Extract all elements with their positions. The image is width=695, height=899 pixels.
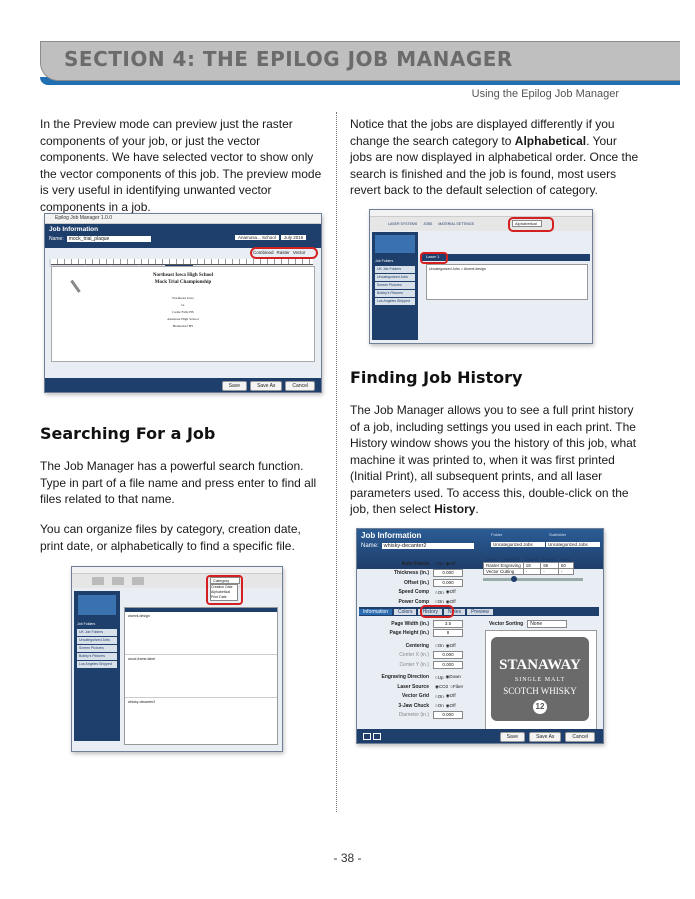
diameter-field[interactable]: 0.000 <box>433 711 463 719</box>
sidebar-item[interactable]: Bobby's Pictures <box>77 653 117 660</box>
job-entry[interactable] <box>426 264 588 300</box>
cancel-button[interactable]: Cancel <box>565 732 595 742</box>
text-run: . Your jobs are now displayed in alphabetical order. Once the search is finished and the job is found, most users revert back to the default selection of category. <box>350 133 639 197</box>
page-height-field[interactable]: 8 <box>433 629 463 637</box>
folder-icon[interactable] <box>363 733 371 740</box>
vector-sorting <box>489 620 567 628</box>
auto-focus-off-radio[interactable]: ◉Off <box>445 560 456 566</box>
search-paragraph-1: The Job Manager has a powerful search function. Type in part of a file name and press enter to find all files related to that name. <box>40 459 317 506</box>
doc-line: Cedar Falls HS <box>172 310 194 314</box>
highlight-preview-radios <box>250 247 318 259</box>
page-width-field[interactable]: 3.5 <box>433 620 463 628</box>
titlebar <box>370 210 592 217</box>
doc-line: Northeast Iowa <box>172 296 194 300</box>
history-heading: Finding Job History <box>350 368 523 387</box>
doc-heading-1: Northeast Iowa High School <box>152 273 214 278</box>
doc-heading-2: Mock Trial Championship <box>154 280 212 285</box>
offset-label: Offset (in.) <box>404 579 429 586</box>
basic-label: Basic <box>486 557 499 562</box>
job-name: alumni-design <box>128 614 150 618</box>
vector-grid-label: Vector Grid <box>402 693 429 700</box>
source-fiber-radio[interactable]: ○Fiber <box>450 684 464 690</box>
param-freq[interactable]: - <box>558 569 573 575</box>
speed-header: Speed <box>525 557 539 562</box>
radio-raster[interactable]: Raster <box>276 250 290 255</box>
center-x-label: Center X (in.) <box>399 652 429 659</box>
doc-line: vs. <box>181 303 185 307</box>
auto-focus-label: Auto Focus <box>401 560 429 567</box>
name-field[interactable]: mock_trial_plaque <box>67 236 151 242</box>
subfolder-select[interactable]: July 2016 <box>281 235 306 240</box>
sidebar-item[interactable]: Bobby's Pictures <box>375 290 415 297</box>
source-co2-radio[interactable]: ◉CO2 <box>435 683 449 689</box>
engraving-direction-label: Engraving Direction <box>381 674 429 681</box>
sidebar-heading: Job Folders <box>375 259 394 263</box>
bold-term: History <box>434 502 476 516</box>
ruler-top <box>51 259 313 265</box>
search-heading: Searching For a Job <box>40 424 216 443</box>
save-as-button[interactable]: Save As <box>529 732 561 742</box>
param-name: Raster Engraving <box>484 563 524 569</box>
sidebar-item[interactable]: Los Angeles Shipped <box>77 661 117 668</box>
param-power[interactable]: 95 <box>541 563 559 569</box>
history-paragraph <box>350 402 640 518</box>
laser-source-label: Laser Source <box>397 683 429 690</box>
tab-information[interactable]: Information <box>359 609 392 615</box>
sidebar-item[interactable]: Uncategorized Jobs <box>77 637 117 644</box>
app-titlebar: Epilog Job Manager 1.0.0 <box>45 214 321 224</box>
print-icon[interactable] <box>373 733 381 740</box>
information-fields <box>357 619 481 720</box>
logo-text: SINGLE MALT <box>514 677 566 683</box>
subfolder-select[interactable]: Uncategorized Jobs <box>546 542 600 547</box>
panel-title: Job Information <box>361 531 422 540</box>
power-slider[interactable] <box>483 578 583 581</box>
speed-comp-off-radio[interactable]: ◉Off <box>445 589 456 595</box>
highlight-category <box>206 575 243 605</box>
jobs-icon <box>112 577 124 585</box>
speed-comp-on-radio[interactable]: ○On <box>435 589 444 595</box>
cancel-button[interactable]: Cancel <box>285 381 315 391</box>
tab-preview[interactable]: Preview <box>467 609 493 615</box>
preview-panel <box>485 630 597 730</box>
folder-select[interactable]: Anamosa... School <box>235 235 279 240</box>
tab-jobs[interactable]: JOBS <box>423 222 433 226</box>
centering-on-radio[interactable]: ○On <box>435 643 444 649</box>
tab-history[interactable]: History <box>418 609 442 615</box>
tab-colors[interactable]: Colors <box>394 609 416 615</box>
section-title: SECTION 4: THE EPILOG JOB MANAGER <box>64 47 513 71</box>
folder-select[interactable]: Uncategorized Jobs <box>491 542 545 547</box>
sidebar-item[interactable]: UK Job Folders <box>77 629 117 636</box>
top-settings <box>357 559 473 607</box>
job-entry[interactable] <box>125 612 277 655</box>
page-width-label: Page Width (in.) <box>391 620 429 627</box>
tab-notes[interactable]: Notes <box>444 609 465 615</box>
power-comp-label: Power Comp <box>398 598 429 605</box>
center-y-label: Center Y (in.) <box>399 661 429 668</box>
folder-label: Laser 1 <box>426 254 440 259</box>
param-speed[interactable]: 18 <box>523 563 541 569</box>
text-run: Notice that the jobs are displayed differently if you change the search category to <box>350 117 615 148</box>
name-label: Name: <box>361 543 379 549</box>
chuck-on-radio[interactable]: ○On <box>435 703 444 709</box>
job-folders-sidebar <box>372 232 418 340</box>
center-y-field[interactable]: 0.000 <box>433 661 463 669</box>
centering-off-radio[interactable]: ◉Off <box>445 642 456 648</box>
doc-body <box>52 295 314 330</box>
category-search-screenshot <box>71 566 283 752</box>
thickness-label: Thickness (in.) <box>393 570 429 577</box>
vector-grid-off-radio[interactable]: ◉Off <box>445 693 456 699</box>
offset-field[interactable]: 0.000 <box>433 579 463 587</box>
logo-text: SCOTCH WHISKY <box>503 686 577 696</box>
folder-label: Folder <box>491 532 503 537</box>
job-information-screenshot <box>356 528 604 744</box>
name-label: Name: <box>49 236 64 242</box>
highlight-folder <box>420 252 448 264</box>
laser-thumbnail <box>78 595 116 615</box>
section-subtitle: Using the Epilog Job Manager <box>471 88 619 100</box>
speed-comp-label: Speed Comp <box>398 589 429 596</box>
column-divider <box>336 112 337 812</box>
engrave-down-radio[interactable]: ◉Down <box>445 674 461 680</box>
radio-vector[interactable]: Vector <box>292 250 306 255</box>
sidebar-item[interactable]: UK Job Folders <box>375 266 415 273</box>
param-freq[interactable]: 50 <box>558 563 573 569</box>
save-button[interactable]: Save <box>500 732 525 742</box>
search-paragraph-2: You can organize files by category, creation date, print date, or alphabetically to find a specific file. <box>40 522 301 553</box>
center-x-field[interactable]: 0.000 <box>433 651 463 659</box>
power-comp-off-radio[interactable]: ◉Off <box>445 598 456 604</box>
three-jaw-chuck-label: 3-Jaw Chuck <box>398 702 429 709</box>
tab-laser-systems[interactable]: LASER SYSTEMS <box>388 222 418 226</box>
centering-label: Centering <box>405 642 429 649</box>
page-height-label: Page Height (in.) <box>389 630 429 637</box>
tab-material-settings[interactable]: MATERIAL SETTINGS <box>438 222 474 226</box>
sidebar-item[interactable]: Screen Pictures <box>375 282 415 289</box>
laser-systems-icon <box>92 577 104 585</box>
whisky-label-logo <box>491 637 589 721</box>
highlight-alphabetical <box>508 217 554 232</box>
job-folders-sidebar <box>74 591 120 741</box>
job-name: wood-frame-label <box>128 657 156 661</box>
sidebar-heading: Job Folders <box>77 622 96 626</box>
doc-line: Bettendorf HS <box>172 324 194 328</box>
vector-sorting-select[interactable]: None <box>527 620 567 628</box>
bottom-bar <box>357 729 603 743</box>
tab-strip <box>359 607 599 616</box>
text-run: . <box>475 502 479 516</box>
dropdown-item[interactable]: Print Date <box>211 595 227 599</box>
materials-icon <box>132 577 144 585</box>
laser-thumbnail <box>375 235 415 253</box>
job-name: whisky-decanter2 <box>128 700 156 704</box>
power-header: Power <box>542 557 557 562</box>
job-list <box>124 607 278 745</box>
category-select[interactable]: Category <box>210 577 240 584</box>
radio-combined[interactable]: Combined <box>253 250 274 255</box>
panel-title: Job Information <box>49 226 99 233</box>
diameter-label: Diameter (in.) <box>398 712 429 719</box>
param-name: Vector Cutting <box>484 569 524 575</box>
text-run: The Job Manager allows you to see a full print history of a job, including settings you used in each print. The History window shows you the history of this job, what machine it was printed to, when it was first printed (Initial Print), all subsequent prints, and all laser parameters used. To access this, double-click on the job, then select <box>350 403 637 516</box>
dpi-label: 600 DPI <box>504 557 521 562</box>
job-entry[interactable] <box>125 655 277 698</box>
preview-paragraph: In the Preview mode can preview just the raster components of your job, or just the vector components. We have selected vector to show only the vector components of this job. The preview mode is very useful in identifying unwanted vector components in a job. <box>40 117 322 214</box>
highlight-history-tab <box>420 605 454 618</box>
alphabetical-paragraph <box>350 116 640 199</box>
thickness-field[interactable]: 0.000 <box>433 569 463 577</box>
param-speed[interactable]: - <box>523 569 541 575</box>
logo-text: STANAWAY <box>499 657 581 673</box>
page-number: - 38 - <box>333 851 362 865</box>
category-select[interactable]: Alphabetical <box>512 220 542 227</box>
preview-window-screenshot <box>44 213 322 393</box>
job-entry[interactable] <box>125 698 277 740</box>
sidebar-item[interactable]: Screen Pictures <box>77 645 117 652</box>
power-comp-on-radio[interactable]: ○On <box>435 599 444 605</box>
dropdown-item[interactable]: Creation Date <box>211 585 233 589</box>
vector-grid-on-radio[interactable]: ○On <box>435 693 444 699</box>
slider-thumb[interactable] <box>511 576 517 582</box>
titlebar <box>72 567 282 574</box>
preview-canvas <box>51 266 315 362</box>
auto-focus-on-radio[interactable]: ○On <box>435 561 444 567</box>
job-title: Uncategorized Jobs > Alumni design <box>429 267 486 271</box>
freq-header: Freq. <box>560 557 572 562</box>
alphabetical-screenshot <box>369 209 593 344</box>
sidebar-item[interactable]: Los Angeles Shipped <box>375 298 415 305</box>
logo-number: 12 <box>533 700 547 714</box>
bold-term: Alphabetical <box>514 133 587 148</box>
dropdown-item[interactable]: Alphabetical <box>211 590 231 594</box>
chuck-off-radio[interactable]: ◉Off <box>445 702 456 708</box>
save-as-button[interactable]: Save As <box>250 381 282 391</box>
engrave-up-radio[interactable]: ○Up <box>435 674 444 680</box>
save-button[interactable]: Save <box>222 381 247 391</box>
bottom-bar <box>45 378 321 392</box>
name-field[interactable]: whisky-decanter2 <box>382 543 474 549</box>
vector-sorting-label: Vector Sorting <box>489 621 524 627</box>
laser-params <box>483 557 599 581</box>
param-power[interactable]: - <box>541 569 559 575</box>
subfolder-label: Subfolder <box>549 532 567 537</box>
doc-line: Anamosa High School <box>167 317 199 321</box>
sidebar-item[interactable]: Uncategorized Jobs <box>375 274 415 281</box>
